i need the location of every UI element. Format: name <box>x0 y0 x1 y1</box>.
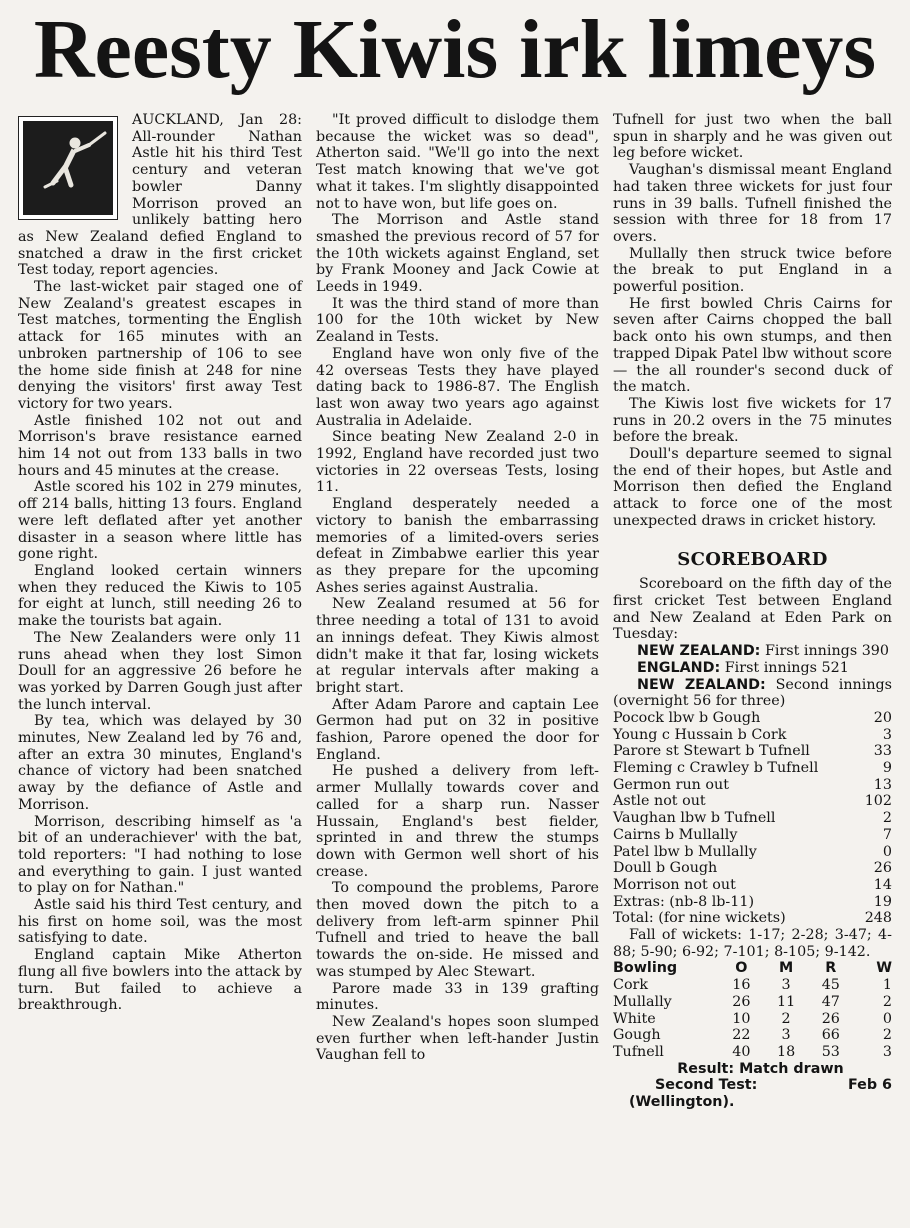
paragraph: It was the third stand of more than 100 for the 10th wicket by New Zealand in Tests. <box>316 295 599 346</box>
runs: 66 <box>821 1027 840 1044</box>
runs: 7 <box>882 826 892 843</box>
batsman: Astle not out <box>613 793 706 810</box>
overs: 10 <box>732 1010 751 1027</box>
batsman: Morrison not out <box>613 876 736 893</box>
runs: 45 <box>821 977 840 994</box>
batsman: Fleming c Crawley b Tufnell <box>613 760 819 777</box>
column-header: W <box>876 960 892 977</box>
fall-of-wickets: Fall of wickets: 1-17; 2-28; 3-47; 4-88; 5-90; 6-92; 7-101; 8-105; 9-142. <box>613 927 892 960</box>
article-column-2 <box>316 112 599 1064</box>
innings-line <box>613 643 892 660</box>
runs: 47 <box>821 993 840 1010</box>
runs: 26 <box>873 860 892 877</box>
photo <box>18 116 118 220</box>
runs: 20 <box>873 709 892 726</box>
scoreboard <box>613 548 893 1111</box>
table-row <box>613 710 892 727</box>
article-column-3 <box>613 112 892 1111</box>
wickets: 2 <box>882 993 892 1010</box>
match-result: Result: Match drawn <box>677 1060 844 1077</box>
maidens: 18 <box>776 1043 796 1060</box>
maidens: 11 <box>776 993 796 1010</box>
runs: 2 <box>882 810 892 827</box>
paragraph: England looked certain winners when they reduced the Kiwis to 105 for eight at lunch, still needing 26 to make the tourists bat again. <box>18 562 302 630</box>
runs: 9 <box>882 760 892 777</box>
bowler: Cork <box>613 977 649 994</box>
paragraph: Doull's departure seemed to signal the end of their hopes, but Astle and Morrison then defied the England attack to force one of the most unexpected draws in cricket history. <box>613 446 892 529</box>
column-header: O <box>735 960 748 977</box>
runs: 53 <box>821 1043 840 1060</box>
runs: 248 <box>864 910 892 927</box>
paragraph: New Zealand's hopes soon slumped even further when left-hander Justin Vaughan fell to <box>316 1013 599 1064</box>
paragraph: Morrison, describing himself as 'a bit of an underachiever' with the bat, told reporters: "I had nothing to lose and everything to gain. I just wanted to play on for Nathan." <box>18 813 302 897</box>
table-row <box>613 860 892 877</box>
innings-text: First innings 390 <box>764 643 889 660</box>
team-label: ENGLAND: <box>637 659 721 676</box>
next-test-date: Feb 6 <box>847 1077 892 1094</box>
paragraph: "It proved difficult to dislodge them because the wicket was so dead", Atherton said. "We'll go into the next Test match knowing that we've got what it takes. I'm slightly disappointed not to have won, but life goes on. <box>316 112 599 212</box>
table-row <box>613 1011 892 1028</box>
paragraph: He first bowled Chris Cairns for seven after Cairns chopped the ball back onto his own stumps, and then trapped Dipak Patel lbw without score — the all rounder's second duck of the match. <box>613 295 892 396</box>
batsman: Extras: (nb-8 lb-11) <box>613 893 755 910</box>
next-test-venue: (Wellington). <box>629 1094 735 1111</box>
paragraph: The New Zealanders were only 11 runs ahead when they lost Simon Doull for an aggressive 26 before he was yorked by Darren Gough just after the lunch interval. <box>18 629 302 713</box>
paragraph: Vaughan's dismissal meant England had taken three wickets for just four runs in 39 balls. Tufnell finished the session with three for 18 from 17 overs. <box>613 162 892 245</box>
runs: 13 <box>873 776 892 793</box>
bowler: Mullally <box>613 993 672 1010</box>
table-row <box>613 977 892 994</box>
paragraph: The Kiwis lost five wickets for 17 runs in 20.2 overs in the 75 minutes before the break. <box>613 395 892 446</box>
team-label: NEW ZEALAND: <box>637 643 761 660</box>
next-test-label: Second Test: <box>655 1077 758 1094</box>
maidens: 2 <box>781 1010 791 1027</box>
column-header: Bowling <box>613 960 678 977</box>
batsman: Vaughan lbw b Tufnell <box>613 810 776 827</box>
team-label: NEW ZEALAND: <box>637 676 766 693</box>
table-row <box>613 743 892 760</box>
wickets: 1 <box>882 977 892 994</box>
paragraph: England have won only five of the 42 overseas Tests they have played dating back to 1986-87. The English last won away two years ago against Australia in Adelaide. <box>316 345 599 429</box>
overs: 16 <box>732 977 751 994</box>
batsman: Total: (for nine wickets) <box>613 910 786 927</box>
table-row <box>613 910 892 927</box>
paragraph: He pushed a delivery from left-armer Mullally towards cover and called for a sharp run. Nasser Hussain, England's best fielder, sprinted in and threw the stumps down with Germon well short of his crease. <box>316 763 599 880</box>
innings-text: First innings 521 <box>724 659 849 676</box>
bowler: Gough <box>613 1027 661 1044</box>
next-test <box>613 1077 892 1094</box>
runs: 19 <box>873 893 892 910</box>
table-row <box>613 844 892 861</box>
runs: 102 <box>864 793 892 810</box>
table-header <box>613 960 892 977</box>
innings-line <box>613 677 892 710</box>
table-row <box>613 877 892 894</box>
batsman: Patel lbw b Mullally <box>613 843 757 860</box>
paragraph: The last-wicket pair staged one of New Zealand's greatest escapes in Test matches, tormenting the English attack for 165 minutes with an unbroken partnership of 106 to see the home side finish at 248 for nine denying the visitors' first away Test victory for two years. <box>18 279 302 412</box>
paragraph: By tea, which was delayed by 30 minutes, New Zealand led by 76 and, after an extra 30 minutes, England's chance of victory had been snatched away by the defiance of Astle and Morrison. <box>18 713 302 813</box>
scoreboard-title: SCOREBOARD <box>677 548 828 570</box>
maidens: 3 <box>781 1027 791 1044</box>
wickets: 3 <box>882 1043 892 1060</box>
paragraph: New Zealand resumed at 56 for three needing a total of 131 to avoid an innings defeat. They Kiwis almost didn't make it that far, losing wickets at regular intervals after making a bright start. <box>316 596 599 696</box>
scoreboard-intro: Scoreboard on the fifth day of the first cricket Test between England and New Zealand at Eden Park on Tuesday: <box>613 576 892 643</box>
batsman: Parore st Stewart b Tufnell <box>613 743 810 760</box>
table-row <box>613 727 892 744</box>
paragraph: To compound the problems, Parore then moved down the pitch to a delivery from left-arm spinner Phil Tufnell and tried to heave the ball towards the on-side. He missed and was stumped by Alec Stewart. <box>316 880 599 980</box>
batsman: Doull b Gough <box>613 860 718 877</box>
paragraph: Parore made 33 in 139 grafting minutes. <box>316 980 599 1014</box>
cricket-batsman-icon <box>23 121 113 215</box>
paragraph: England captain Mike Atherton flung all five bowlers into the attack by turn. But failed to achieve a breakthrough. <box>18 947 302 1014</box>
runs: 26 <box>821 1010 840 1027</box>
paragraph: Astle said his third Test century, and his first on home soil, was the most satisfying to date. <box>18 897 302 947</box>
bowler: Tufnell <box>613 1043 664 1060</box>
innings-line <box>613 660 892 677</box>
paragraph: The Morrison and Astle stand smashed the previous record of 57 for the 10th wickets against England, set by Frank Mooney and Jack Cowie at Leeds in 1949. <box>316 212 599 296</box>
maidens: 3 <box>781 977 791 994</box>
bowler: White <box>613 1010 656 1027</box>
paragraph: Mullally then struck twice before the break to put England in a powerful position. <box>613 245 892 296</box>
batsman: Germon run out <box>613 776 729 793</box>
paragraph: England desperately needed a victory to banish the embarrassing memories of a limited-overs series defeat in Zimbabwe earlier this year as they prepare for the upcoming Ashes series against Australia. <box>316 496 599 596</box>
paragraph: Astle scored his 102 in 279 minutes, off 214 balls, hitting 13 fours. England were left deflated after yet another disaster in a season where little has gone right. <box>18 479 302 563</box>
table-row <box>613 1027 892 1044</box>
column-header: R <box>825 960 837 977</box>
column-header: M <box>778 960 794 977</box>
wickets: 0 <box>882 1010 892 1027</box>
runs: 0 <box>882 843 892 860</box>
table-row <box>613 760 892 777</box>
article-column-1 <box>18 112 302 1014</box>
innings-text: Second innings (overnight 56 for three) <box>613 676 893 710</box>
runs: 33 <box>873 743 892 760</box>
batsman: Cairns b Mullally <box>613 826 738 843</box>
overs: 40 <box>732 1043 751 1060</box>
bowling-table <box>613 960 892 1060</box>
batting-table <box>613 710 892 927</box>
batsman: Pocock lbw b Gough <box>613 709 761 726</box>
paragraph: Since beating New Zealand 2-0 in 1992, England have recorded just two victories in 22 overseas Tests, losing 11. <box>316 429 599 496</box>
table-row <box>613 994 892 1011</box>
table-row <box>613 827 892 844</box>
wickets: 2 <box>882 1027 892 1044</box>
overs: 26 <box>732 993 751 1010</box>
runs: 3 <box>882 726 892 743</box>
table-row <box>613 894 892 911</box>
paragraph: Tufnell for just two when the ball spun in sharply and he was given out leg before wicket. <box>613 112 892 162</box>
runs: 14 <box>873 876 892 893</box>
overs: 22 <box>732 1027 751 1044</box>
table-row <box>613 777 892 794</box>
headline: Reesty Kiwis irk limeys <box>33 3 877 96</box>
paragraph: Astle finished 102 not out and Morrison's brave resistance earned him 14 not out from 133 balls in two hours and 45 minutes at the crease. <box>18 412 302 479</box>
paragraph: After Adam Parore and captain Lee Germon had put on 32 in positive fashion, Parore opened the door for England. <box>316 696 599 763</box>
table-row <box>613 793 892 810</box>
batsman: Young c Hussain b Cork <box>613 726 787 743</box>
table-row <box>613 1044 892 1061</box>
table-row <box>613 810 892 827</box>
paragraph: AUCKLAND, Jan 28: All-rounder Nathan Astle hit his third Test century and veteran bowler Danny Morrison proved an unlikely batting hero as New Zealand defied England to snatched a draw in the first cricket Test today, report agencies. <box>18 112 302 279</box>
